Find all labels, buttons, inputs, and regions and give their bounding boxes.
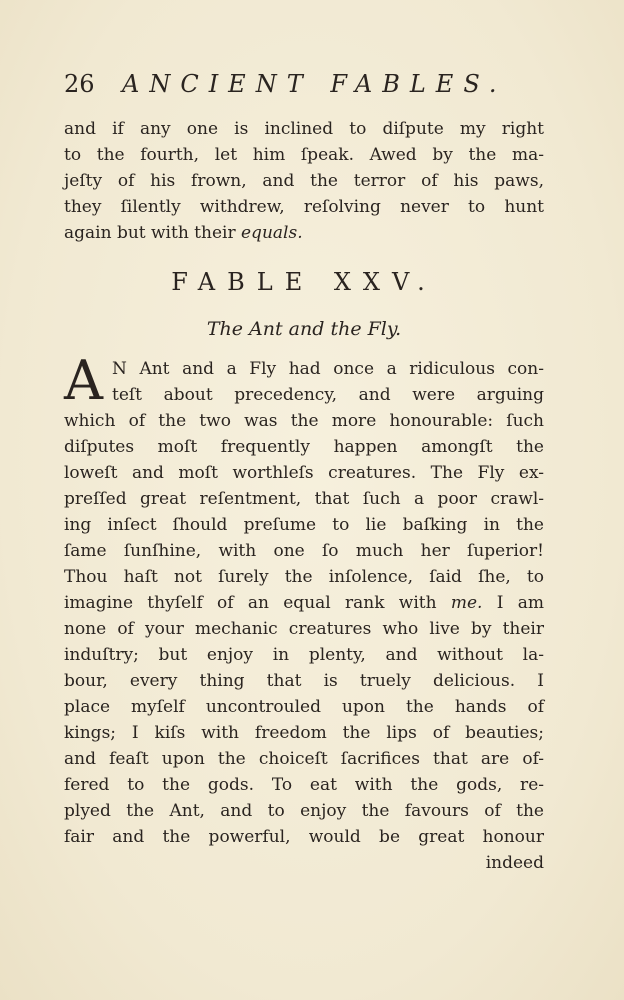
text-line: diſputes moſt frequently happen amongſt the: [64, 437, 544, 457]
running-title: ANCIENT FABLES.: [122, 70, 507, 98]
text-line: fered to the gods. To eat with the gods, re-: [64, 775, 544, 795]
text-segment: I am: [496, 593, 545, 613]
text-line: they ſilently withdrew, reſolving never to hunt: [64, 197, 544, 217]
fable-heading: FABLE XXV.: [171, 268, 437, 296]
emphasized-word: equals.: [241, 223, 303, 243]
text-line: preſſed great reſentment, that ſuch a poor crawl-: [64, 489, 544, 509]
text-line: plyed the Ant, and to enjoy the favours of the: [64, 801, 544, 821]
text-line: to the fourth, let him ſpeak. Awed by the ma-: [64, 145, 544, 165]
page-number: 26: [64, 70, 95, 98]
text-line: Thou haſt not ſurely the inſolence, ſaid ſhe, to: [64, 567, 544, 587]
text-line: kings; I kiſs with freedom the lips of beauties;: [64, 723, 544, 743]
text-line: ſame ſunſhine, with one ſo much her ſuperior!: [64, 541, 544, 561]
text-line: bour, every thing that is truely delicious. I: [64, 671, 544, 691]
text-line: none of your mechanic creatures who live by their: [64, 619, 544, 639]
preceding-fable-ending: [64, 116, 544, 246]
text-segment: again but with their: [64, 223, 236, 243]
catchword: indeed: [485, 853, 544, 873]
fable-title: The Ant and the Fly.: [206, 318, 402, 340]
text-line: [64, 590, 544, 616]
drop-cap: A: [64, 349, 103, 412]
text-line: N Ant and a Fly had once a ridiculous con-: [112, 359, 544, 379]
text-line: and feaſt upon the choiceſt ſacrifices that are of-: [64, 749, 544, 769]
text-line: and if any one is inclined to diſpute my right: [64, 119, 544, 139]
text-line: place myſelf uncontrouled upon the hands of: [64, 697, 544, 717]
text-line: induſtry; but enjoy in plenty, and without la-: [64, 645, 544, 665]
text-line: loweſt and moſt worthleſs creatures. The Fly ex-: [64, 463, 544, 483]
text-line: ing inſect ſhould preſume to lie baſking in the: [64, 515, 544, 535]
emphasized-word: me.: [450, 593, 483, 613]
text-segment: imagine thyſelf of an equal rank with: [64, 593, 437, 613]
text-line: which of the two was the more honourable: ſuch: [64, 411, 544, 431]
text-line: fair and the powerful, would be great honour: [64, 827, 544, 847]
page-header: [64, 70, 507, 110]
text-line: jeſty of his frown, and the terror of his paws,: [64, 171, 544, 191]
text-line: [64, 220, 544, 246]
fable-body: [64, 349, 545, 876]
text-line: teſt about precedency, and were arguing: [112, 385, 544, 405]
